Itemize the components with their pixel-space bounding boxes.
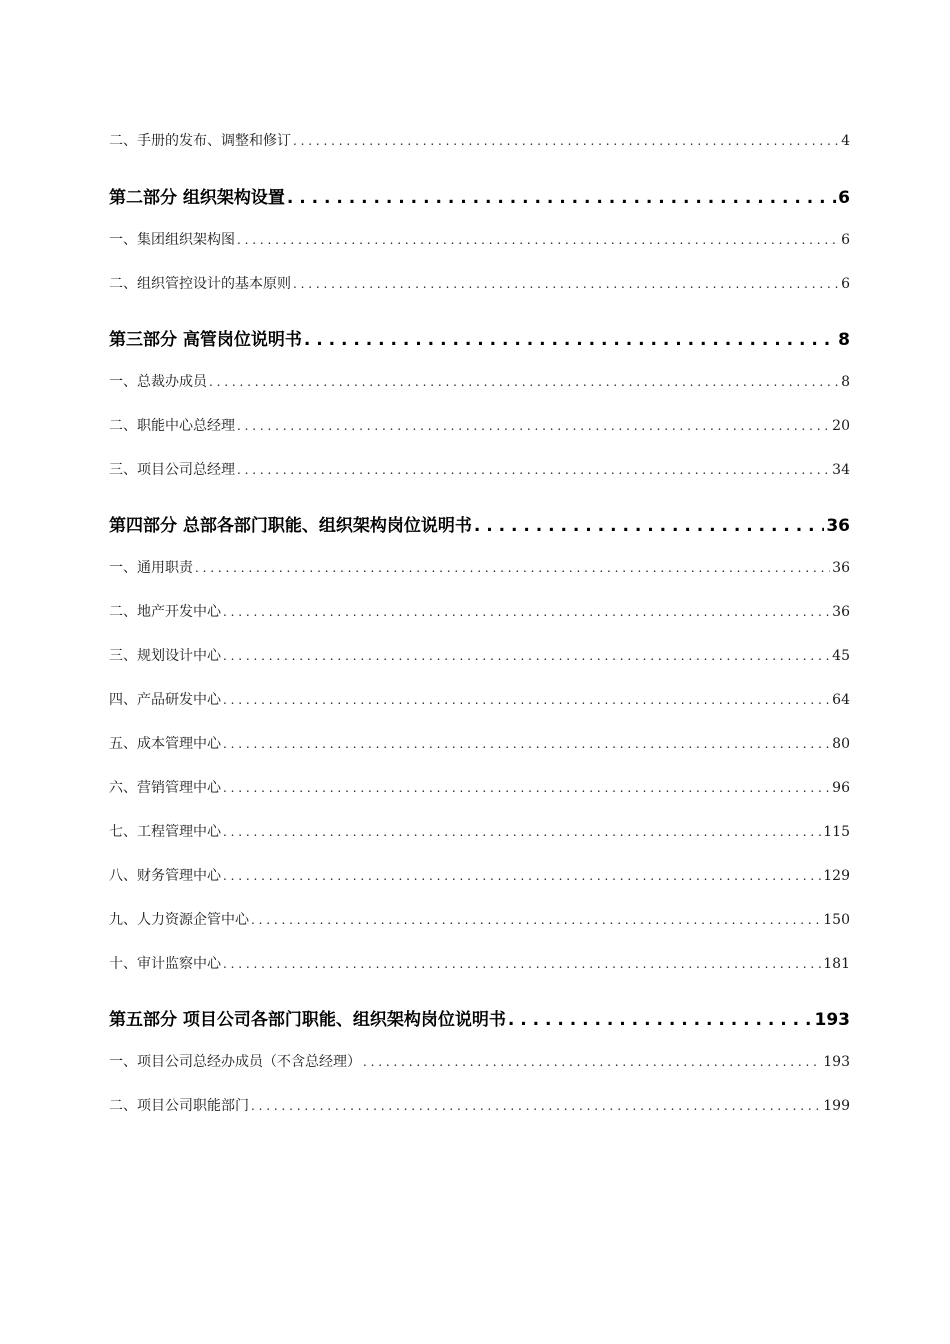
- toc-page-number: 64: [832, 692, 850, 708]
- toc-entry[interactable]: [109, 865, 850, 885]
- toc-page-number: 193: [814, 1010, 850, 1030]
- dot-leader: [251, 1099, 821, 1113]
- toc-page-number: 4: [841, 133, 850, 149]
- toc-entry[interactable]: [109, 645, 850, 665]
- toc-entry-title: 四、产品研发中心: [109, 692, 221, 708]
- toc-page-number: 150: [823, 912, 850, 928]
- toc-entry[interactable]: [109, 953, 850, 973]
- toc-page-number: 129: [823, 868, 850, 884]
- dot-leader: [304, 330, 836, 350]
- toc-page-number: 80: [832, 736, 850, 752]
- toc-entry[interactable]: [109, 1095, 850, 1115]
- dot-leader: [508, 1010, 813, 1030]
- toc-part-heading[interactable]: [109, 183, 850, 208]
- dot-leader: [223, 869, 821, 883]
- toc-entry-title: 一、集团组织架构图: [109, 232, 235, 248]
- toc-page-number: 193: [823, 1054, 850, 1070]
- toc-page-number: 20: [832, 418, 850, 434]
- toc-entry[interactable]: [109, 557, 850, 577]
- dot-leader: [223, 957, 821, 971]
- toc-entry[interactable]: [109, 909, 850, 929]
- toc-entry-title: 一、项目公司总经办成员（不含总经理）: [109, 1054, 361, 1070]
- dot-leader: [223, 693, 830, 707]
- toc-part-heading[interactable]: [109, 511, 850, 536]
- toc-entry-title: 第五部分 项目公司各部门职能、组织架构岗位说明书: [109, 1010, 506, 1030]
- toc-entry[interactable]: [109, 777, 850, 797]
- toc-entry-title: 二、项目公司职能部门: [109, 1098, 249, 1114]
- dot-leader: [223, 649, 830, 663]
- toc-page-number: 6: [841, 276, 850, 292]
- toc-page-number: 36: [832, 560, 850, 576]
- toc-entry-title: 二、手册的发布、调整和修订: [109, 133, 291, 149]
- dot-leader: [209, 375, 839, 389]
- toc-entry-title: 第四部分 总部各部门职能、组织架构岗位说明书: [109, 516, 472, 536]
- dot-leader: [474, 516, 824, 536]
- toc-entry[interactable]: [109, 1051, 850, 1071]
- dot-leader: [287, 188, 836, 208]
- toc-page-number: 34: [832, 462, 850, 478]
- toc-entry[interactable]: [109, 733, 850, 753]
- toc-page-number: 96: [832, 780, 850, 796]
- toc-page-number: 181: [823, 956, 850, 972]
- toc-entry-title: 二、职能中心总经理: [109, 418, 235, 434]
- dot-leader: [223, 781, 830, 795]
- toc-entry-title: 三、规划设计中心: [109, 648, 221, 664]
- toc-entry-title: 二、组织管控设计的基本原则: [109, 276, 291, 292]
- toc-entry-title: 第三部分 高管岗位说明书: [109, 330, 302, 350]
- toc-entry-title: 六、营销管理中心: [109, 780, 221, 796]
- toc-page-number: 45: [832, 648, 850, 664]
- dot-leader: [251, 913, 821, 927]
- toc-page-number: 36: [826, 516, 850, 536]
- toc-entry-title: 十、审计监察中心: [109, 956, 221, 972]
- toc-page-number: 6: [838, 188, 850, 208]
- toc-entry[interactable]: [109, 273, 850, 293]
- toc-entry-title: 五、成本管理中心: [109, 736, 221, 752]
- toc-entry-title: 二、地产开发中心: [109, 604, 221, 620]
- toc-page-number: 199: [823, 1098, 850, 1114]
- dot-leader: [223, 825, 821, 839]
- dot-leader: [223, 605, 830, 619]
- toc-entry[interactable]: [109, 689, 850, 709]
- toc-entry[interactable]: [109, 821, 850, 841]
- toc-entry-title: 一、总裁办成员: [109, 374, 207, 390]
- dot-leader: [195, 561, 830, 575]
- dot-leader: [293, 277, 839, 291]
- dot-leader: [237, 233, 839, 247]
- dot-leader: [363, 1055, 821, 1069]
- toc-entry-title: 八、财务管理中心: [109, 868, 221, 884]
- toc-entry[interactable]: [109, 601, 850, 621]
- toc-entry[interactable]: [109, 229, 850, 249]
- toc-entry-title: 第二部分 组织架构设置: [109, 188, 285, 208]
- dot-leader: [223, 737, 830, 751]
- toc-part-heading[interactable]: [109, 325, 850, 350]
- dot-leader: [237, 463, 830, 477]
- toc-page-number: 8: [838, 330, 850, 350]
- toc-entry[interactable]: [109, 415, 850, 435]
- toc-entry-title: 三、项目公司总经理: [109, 462, 235, 478]
- toc-page-number: 115: [823, 824, 850, 840]
- toc-page-number: 6: [841, 232, 850, 248]
- toc-page-number: 8: [841, 374, 850, 390]
- dot-leader: [293, 134, 839, 148]
- toc-entry-title: 一、通用职责: [109, 560, 193, 576]
- toc-entry-title: 七、工程管理中心: [109, 824, 221, 840]
- toc-page-number: 36: [832, 604, 850, 620]
- dot-leader: [237, 419, 830, 433]
- toc-part-heading[interactable]: [109, 1005, 850, 1030]
- toc-entry-title: 九、人力资源企管中心: [109, 912, 249, 928]
- toc-entry[interactable]: [109, 459, 850, 479]
- toc-entry[interactable]: [109, 130, 850, 150]
- toc-entry[interactable]: [109, 371, 850, 391]
